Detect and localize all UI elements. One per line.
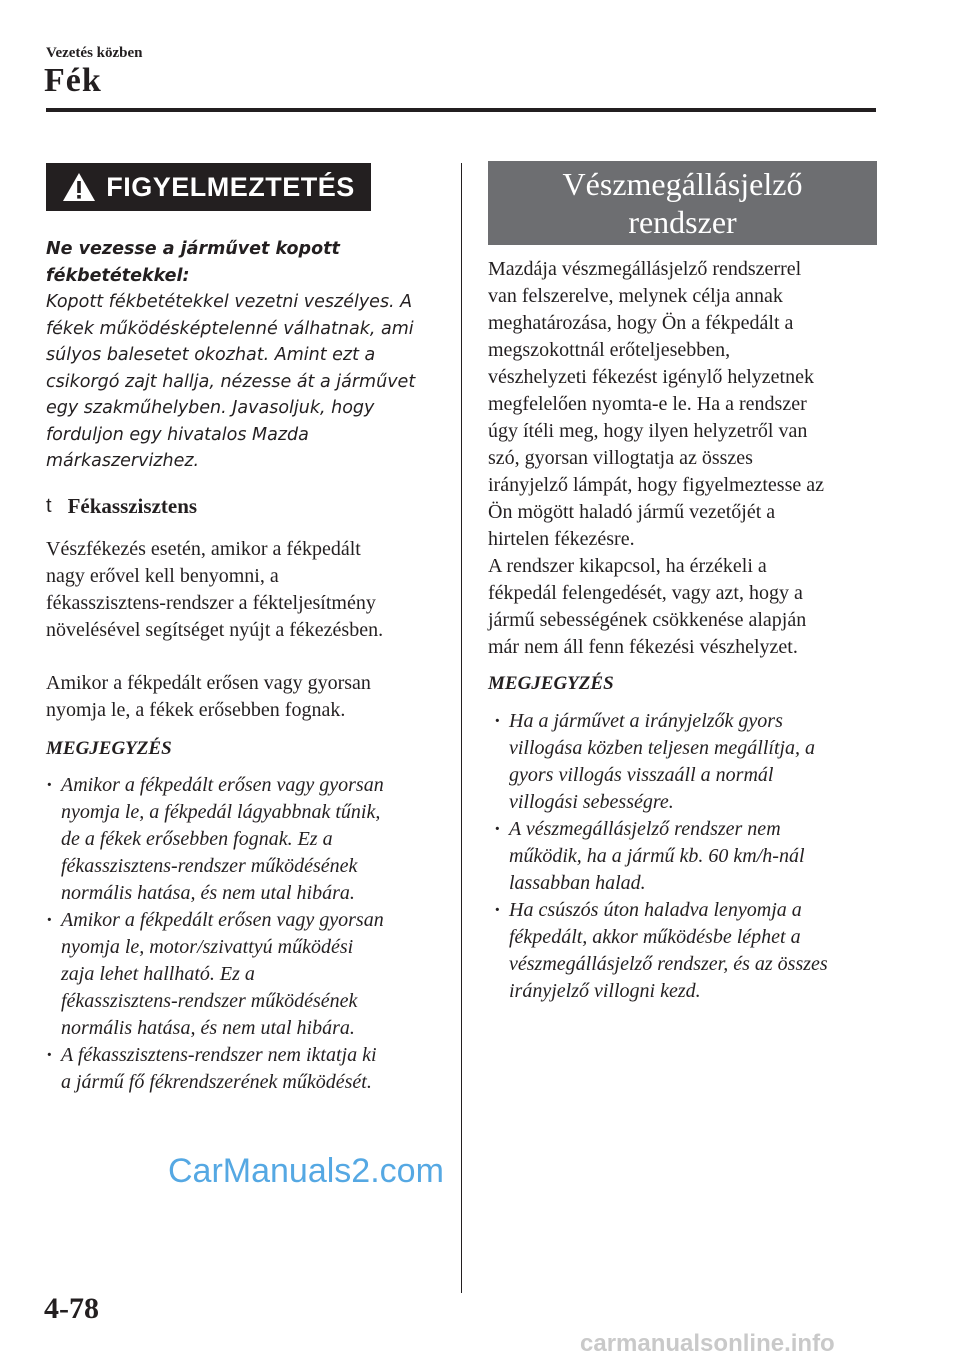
left-paragraph-1	[46, 536, 451, 644]
subheading	[46, 494, 197, 519]
note-item: · Ha csúszós úton haladva lenyomja a fékpedált, akkor működésbe léphet a vészmegállásjelző rendszer, és az összes irányjelző villogni kezd.	[494, 897, 884, 1005]
text-line: Vészfékezés esetén, amikor a fékpedált	[46, 538, 361, 560]
warning-banner	[46, 163, 371, 211]
text-line: növelésével segítséget nyújt a fékezésben.	[46, 619, 384, 641]
text-line: megszokottnál erőteljesebben,	[488, 339, 731, 361]
text-line: meghatározása, hogy Ön a fékpedált a	[488, 312, 794, 334]
warning-heading-line: Ne vezesse a járművet kopott	[46, 239, 340, 259]
section-banner-line: Vészmegállásjelző	[562, 166, 803, 202]
right-paragraph	[488, 256, 888, 661]
text-line: irányjelző lámpát, hogy figyelmeztesse az	[488, 474, 824, 496]
warning-line: egy szakműhelyben. Javasoljuk, hogy	[46, 398, 375, 418]
text-line: fékasszisztens-rendszer a fékteljesítmény	[46, 592, 376, 614]
text-line: jármű sebességének csökkenése alapján	[488, 609, 807, 631]
section-label: Vezetés közben	[46, 45, 143, 61]
text-line: fékpedál felengedését, vagy azt, hogy a	[488, 582, 803, 604]
left-note-title: MEGJEGYZÉS	[46, 738, 172, 759]
text-line: nyomja le, a fékek erősebben fognak.	[46, 699, 346, 721]
section-banner-line: rendszer	[628, 204, 737, 240]
text-line: van felszerelve, melynek célja annak	[488, 285, 783, 307]
warning-line: Kopott fékbetétekkel vezetni veszélyes. A	[46, 292, 413, 312]
warning-banner-label: FIGYELMEZTETÉS	[106, 171, 355, 202]
text-line: már nem áll fenn fékezési vészhelyzet.	[488, 636, 798, 658]
note-item: · Amikor a fékpedált erősen vagy gyorsan nyomja le, motor/szivattyú működési zaja lehet hallható. Ez a fékasszisztens-rendszer működésének normális hatása, és nem utal hibára.	[46, 907, 456, 1042]
note-item: · A fékasszisztens-rendszer nem iktatja ki a jármű fő fékrendszerének működését.	[46, 1042, 456, 1096]
note-item: · Ha a járművet a irányjelzők gyors villogása közben teljesen megállítja, a gyors villogás visszaáll a normál villogási sebességre.	[494, 708, 884, 816]
text-line: Ön mögött haladó jármű vezetőjét a	[488, 501, 776, 523]
text-line: A rendszer kikapcsol, ha érzékeli a	[488, 555, 767, 577]
warning-line: súlyos balesetet okozhat. Amint ezt a	[46, 345, 376, 365]
warning-line: márkaszervizhez.	[46, 451, 200, 471]
text-line: vészhelyzeti fékezést igénylő helyzetnek	[488, 366, 814, 388]
text-line: nagy erővel kell benyomni, a	[46, 565, 279, 587]
subheading-text: Fékasszisztens	[67, 494, 198, 518]
left-paragraph-2	[46, 670, 451, 724]
warning-line: fékek működésképtelenné válhatnak, ami	[46, 318, 414, 339]
left-note-list	[46, 772, 456, 1096]
text-line: szó, gyorsan villogtatja az összes	[488, 447, 753, 469]
note-item: · A vészmegállásjelző rendszer nem működik, ha a jármű kb. 60 km/h-nál lassabban halad.	[494, 816, 884, 897]
text-line: hirtelen fékezésre.	[488, 528, 635, 550]
text-line: Mazdája vészmegállásjelző rendszerrel	[488, 258, 802, 280]
page-title: Fék	[44, 62, 102, 99]
warning-text	[46, 236, 446, 475]
column-divider	[461, 163, 462, 1293]
right-note-title: MEGJEGYZÉS	[488, 673, 614, 694]
section-banner	[488, 161, 877, 245]
right-note-list	[494, 708, 884, 1005]
text-line: Amikor a fékpedált erősen vagy gyorsan	[46, 672, 371, 694]
text-line: megfelelően nyomta-e le. Ha a rendszer	[488, 393, 807, 415]
warning-line: forduljon egy hivatalos Mazda	[46, 424, 309, 445]
watermark-carmanuals2: CarManuals2.com	[168, 1152, 444, 1190]
warning-triangle-icon	[62, 172, 96, 202]
header-rule	[46, 108, 876, 112]
page-number: 4-78	[44, 1292, 99, 1325]
text-line: úgy ítéli meg, hogy ilyen helyzetről van	[488, 420, 808, 442]
warning-heading-line: fékbetétekkel:	[46, 265, 190, 286]
warning-line: csikorgó zajt hallja, nézesse át a járművet	[46, 371, 416, 392]
subheading-marker: t	[46, 495, 52, 517]
note-item: · Amikor a fékpedált erősen vagy gyorsan nyomja le, a fékpedál lágyabbnak tűnik, de a fékek erősebben fognak. Ez a fékasszisztens-rendszer működésének normális hatása, és nem utal hibára.	[46, 772, 456, 907]
watermark-carmanualsonline: carmanualsonline.info	[580, 1330, 835, 1357]
